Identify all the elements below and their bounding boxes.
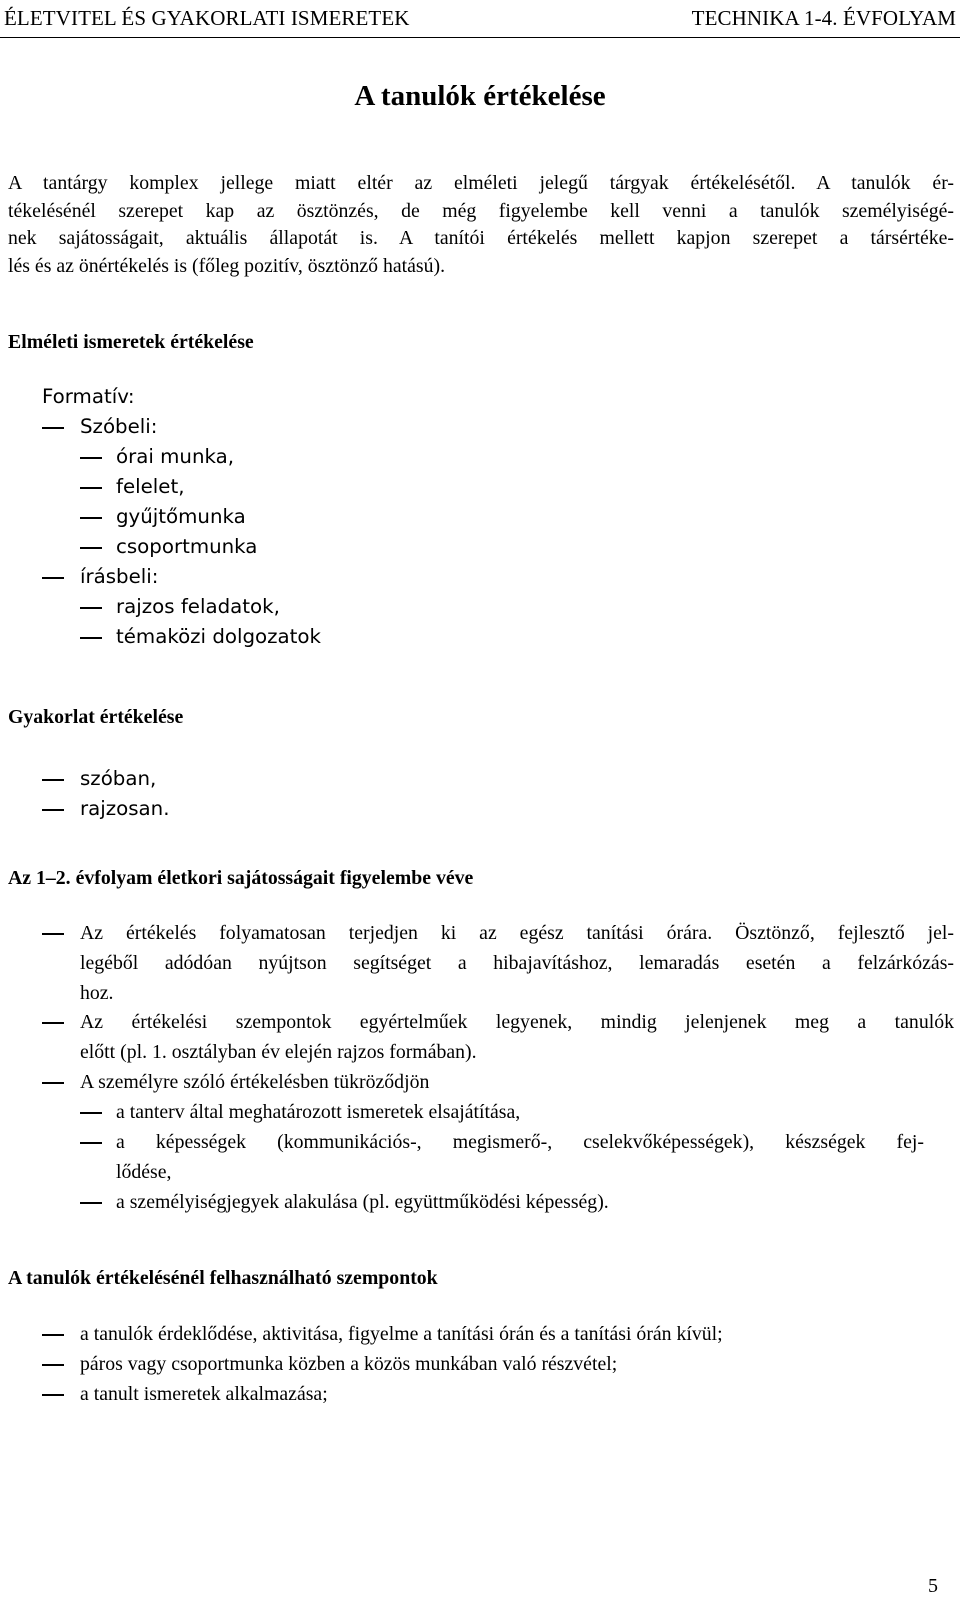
- bullet-line: lődése,: [116, 1161, 172, 1183]
- bullet-line: előtt (pl. 1. osztályban év elején rajzos formában).: [80, 1041, 477, 1063]
- dash-bullet: [80, 637, 102, 639]
- intro-line: lés és az önértékelés is (főleg pozitív, ösztönző hatású).: [8, 254, 446, 277]
- list-item: témaközi dolgozatok: [116, 625, 321, 648]
- dash-bullet: [80, 547, 102, 549]
- dash-bullet: [42, 1334, 64, 1336]
- dash-bullet: [42, 933, 64, 935]
- dash-bullet: [80, 487, 102, 489]
- list-item: csoportmunka: [116, 535, 258, 558]
- list-item: gyűjtőmunka: [116, 505, 246, 528]
- sub-bullet-paragraph: [116, 1127, 924, 1187]
- page-header: [0, 0, 960, 38]
- bullet-text: A személyre szóló értékelésben tükröződjön: [80, 1071, 430, 1093]
- intro-line: nek sajátosságait, aktuális állapotát is. A tanítói értékelés mellett kapjon szerepet a társértéke-: [8, 227, 954, 249]
- list-item: rajzosan.: [80, 797, 170, 820]
- bullet-paragraph: [80, 1007, 954, 1067]
- formative-label: Formatív:: [42, 385, 135, 408]
- list-item: a tanult ismeretek alkalmazása;: [80, 1383, 328, 1405]
- list-item: szóban,: [80, 767, 157, 790]
- dash-bullet: [42, 809, 64, 811]
- dash-bullet: [42, 577, 64, 579]
- bullet-line: Az értékelési szempontok egyértelműek legyenek, mindig jelenjenek meg a tanulók: [80, 1011, 954, 1033]
- list-item: páros vagy csoportmunka közben a közös munkában való részvétel;: [80, 1353, 618, 1375]
- bullet-line: a képességek (kommunikációs-, megismerő-, cselekvőképességek), készségek fej-: [116, 1131, 924, 1153]
- bullet-paragraph: [80, 918, 954, 1008]
- dash-bullet: [80, 607, 102, 609]
- list-item: órai munka,: [116, 445, 235, 468]
- intro-paragraph: [8, 170, 954, 280]
- dash-bullet: [80, 1142, 102, 1144]
- oral-label: Szóbeli:: [80, 415, 158, 438]
- sub-bullet-text: a tanterv által meghatározott ismeretek elsajátítása,: [116, 1101, 521, 1123]
- intro-line: tékelésénél szerepet kap az ösztönzés, de még figyelembe kell venni a tanulók személyiségé-: [8, 199, 954, 222]
- written-label: írásbeli:: [80, 565, 159, 588]
- dash-bullet: [42, 427, 64, 429]
- page-title: A tanulók értékelése: [354, 80, 606, 112]
- list-item: felelet,: [116, 475, 185, 498]
- dash-bullet: [42, 1364, 64, 1366]
- bullet-line: legéből adódóan nyújtson segítséget a hibajavításhoz, lemaradás esetén a felzárkózás-: [80, 952, 954, 974]
- dash-bullet: [42, 1082, 64, 1084]
- section-heading-theory: Elméleti ismeretek értékelése: [8, 331, 254, 353]
- dash-bullet: [42, 1394, 64, 1396]
- intro-line: A tantárgy komplex jellege miatt eltér az elméleti jelegű tárgyak értékelésétől. A tanulók ér-: [8, 172, 954, 194]
- list-item: a tanulók érdeklődése, aktivitása, figyelme a tanítási órán és a tanítási órán kívül;: [80, 1323, 723, 1345]
- page-number: 5: [928, 1575, 938, 1597]
- section-heading-criteria: A tanulók értékelésénél felhasználható szempontok: [8, 1267, 438, 1289]
- sub-bullet-text: a személyiségjegyek alakulása (pl. együttműködési képesség).: [116, 1191, 609, 1213]
- dash-bullet: [42, 1022, 64, 1024]
- bullet-line: hoz.: [80, 982, 114, 1004]
- dash-bullet: [80, 1202, 102, 1204]
- section-heading-practice: Gyakorlat értékelése: [8, 706, 184, 728]
- bullet-line: Az értékelés folyamatosan terjedjen ki az egész tanítási órára. Ösztönző, fejlesztő jel-: [80, 922, 954, 944]
- header-subject: ÉLETVITEL ÉS GYAKORLATI ISMERETEK: [4, 6, 410, 30]
- dash-bullet: [42, 779, 64, 781]
- section-heading-grade12: Az 1–2. évfolyam életkori sajátosságait figyelembe véve: [8, 867, 474, 889]
- list-item: rajzos feladatok,: [116, 595, 280, 618]
- header-grade: TECHNIKA 1-4. ÉVFOLYAM: [691, 6, 956, 30]
- dash-bullet: [80, 1112, 102, 1114]
- dash-bullet: [80, 517, 102, 519]
- dash-bullet: [80, 457, 102, 459]
